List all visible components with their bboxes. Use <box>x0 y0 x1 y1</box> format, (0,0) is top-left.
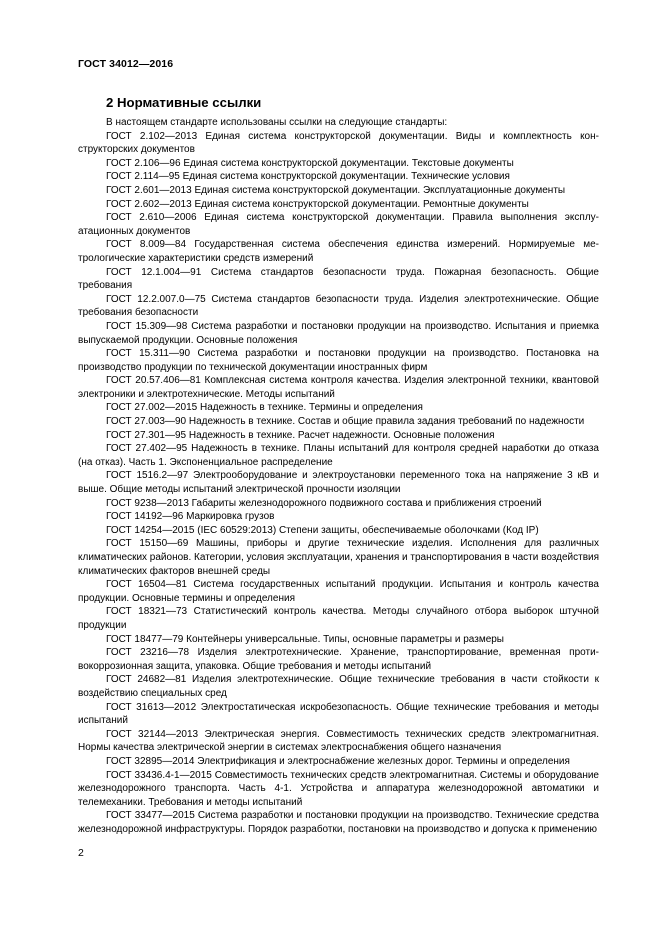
reference-item: ГОСТ 2.601—2013 Единая система конструкторской документации. Эксплуатационные документы <box>106 184 566 196</box>
reference-item: ГОСТ 32895—2014 Электрификация и электроснабжение железных дорог. Термины и определения <box>106 755 570 767</box>
reference-item: ГОСТ 33477—2015 Система разработки и постановки продукции на производство. Технические средства железнодорожной инфраструктуры. Порядок разработки, постановки на производство и допуска к применению <box>78 810 599 835</box>
reference-item: ГОСТ 18477—79 Контейнеры универсальные. Типы, основные параметры и размеры <box>106 633 504 645</box>
page-number: 2 <box>78 847 84 859</box>
reference-item: ГОСТ 27.402—95 Надежность в технике. Планы испытаний для контроля средней наработки до отказа (на отказ). Часть 1. Экспоненциальное распределение <box>78 443 599 468</box>
reference-item: ГОСТ 16504—81 Система государственных испытаний продукции. Испытания и контроль качества продукции. Основные термины и определения <box>78 579 599 604</box>
document-header: ГОСТ 34012—2016 <box>78 58 174 70</box>
references-list <box>78 116 599 836</box>
reference-item: ГОСТ 24682—81 Изделия электротехнические. Общие технические требования в части стойкости к воздействию специальных сред <box>78 674 599 699</box>
reference-item: ГОСТ 15150—69 Машины, приборы и другие технические изделия. Исполнения для различных климатических районов. Категории, условия эксплуатации, хранения и транспортирования в части воздействия климатических факторов внешней среды <box>78 538 600 577</box>
reference-item: ГОСТ 1516.2—97 Электрооборудование и электроустановки переменного тока на напряжение 3 кВ и выше. Общие методы испытаний электрической прочности изоляции <box>78 470 599 496</box>
section-title: 2 Нормативные ссылки <box>106 95 262 110</box>
reference-item: ГОСТ 31613—2012 Электростатическая искробезопасность. Общие технические требования и методы испытаний <box>78 701 599 727</box>
reference-item: ГОСТ 2.106—96 Единая система конструкторской документации. Текстовые документы <box>106 157 514 169</box>
reference-item: ГОСТ 9238—2013 Габариты железнодорожного подвижного состава и приближения строений <box>106 497 542 509</box>
reference-item: ГОСТ 14192—96 Маркировка грузов <box>106 511 275 523</box>
reference-item: ГОСТ 8.009—84 Государственная система обеспечения единства измерений. Нормируемые метрологические характеристики средств измерений <box>78 239 599 264</box>
reference-item: ГОСТ 2.114—95 Единая система конструкторской документации. Технические условия <box>106 171 510 183</box>
reference-item: ГОСТ 32144—2013 Электрическая энергия. Совместимость технических средств электромагнитная. Нормы качества электрической энергии в системах электроснабжения общего назначения <box>78 728 599 754</box>
reference-item: ГОСТ 27.002—2015 Надежность в технике. Термины и определения <box>106 402 423 414</box>
references-intro: В настоящем стандарте использованы ссылки на следующие стандарты: <box>106 117 448 128</box>
reference-item: ГОСТ 2.102—2013 Единая система конструкторской документации. Виды и комплектность конструкторских документов <box>78 130 599 156</box>
reference-item: ГОСТ 12.1.004—91 Система стандартов безопасности труда. Пожарная безопасность. Общие требования <box>78 266 599 292</box>
reference-item: ГОСТ 23216—78 Изделия электротехнические. Хранение, транспортирование, временная противокоррозионная защита, упаковка. Общие требования и методы испытаний <box>78 647 599 672</box>
reference-item: ГОСТ 14254—2015 (IEC 60529:2013) Степени защиты, обеспечиваемые оболочками (Код IP) <box>106 524 539 536</box>
reference-item: ГОСТ 2.610—2006 Единая система конструкторской документации. Правила выполнения эксплуатационных документов <box>78 212 599 237</box>
reference-item: ГОСТ 20.57.406—81 Комплексная система контроля качества. Изделия электронной техники, квантовой электроники и электротехнические. Методы испытаний <box>78 375 599 400</box>
reference-item: ГОСТ 2.602—2013 Единая система конструкторской документации. Ремонтные документы <box>106 198 529 210</box>
reference-item: ГОСТ 15.309—98 Система разработки и постановки продукции на производство. Испытания и приемка выпускаемой продукции. Основные положения <box>78 320 599 346</box>
reference-item: ГОСТ 15.311—90 Система разработки и постановки продукции на производство. Постановка на производство продукции по технической документации иностранных фирм <box>78 348 599 373</box>
reference-item: ГОСТ 27.003—90 Надежность в технике. Состав и общие правила задания требований по надежности <box>106 416 585 428</box>
reference-item: ГОСТ 12.2.007.0—75 Система стандартов безопасности труда. Изделия электротехнические. Общие требования безопасности <box>78 293 599 319</box>
reference-item: ГОСТ 27.301—95 Надежность в технике. Расчет надежности. Основные положения <box>106 429 495 441</box>
reference-item: ГОСТ 18321—73 Статистический контроль качества. Методы случайного отбора выборок штучной продукции <box>78 606 599 631</box>
reference-item: ГОСТ 33436.4-1—2015 Совместимость технических средств электромагнитная. Системы и оборудование железнодорожного транспорта. Часть 4-1. Устройства и аппаратура железнодорожной автоматики и телемеханики. Требования и методы испытаний <box>78 769 599 808</box>
